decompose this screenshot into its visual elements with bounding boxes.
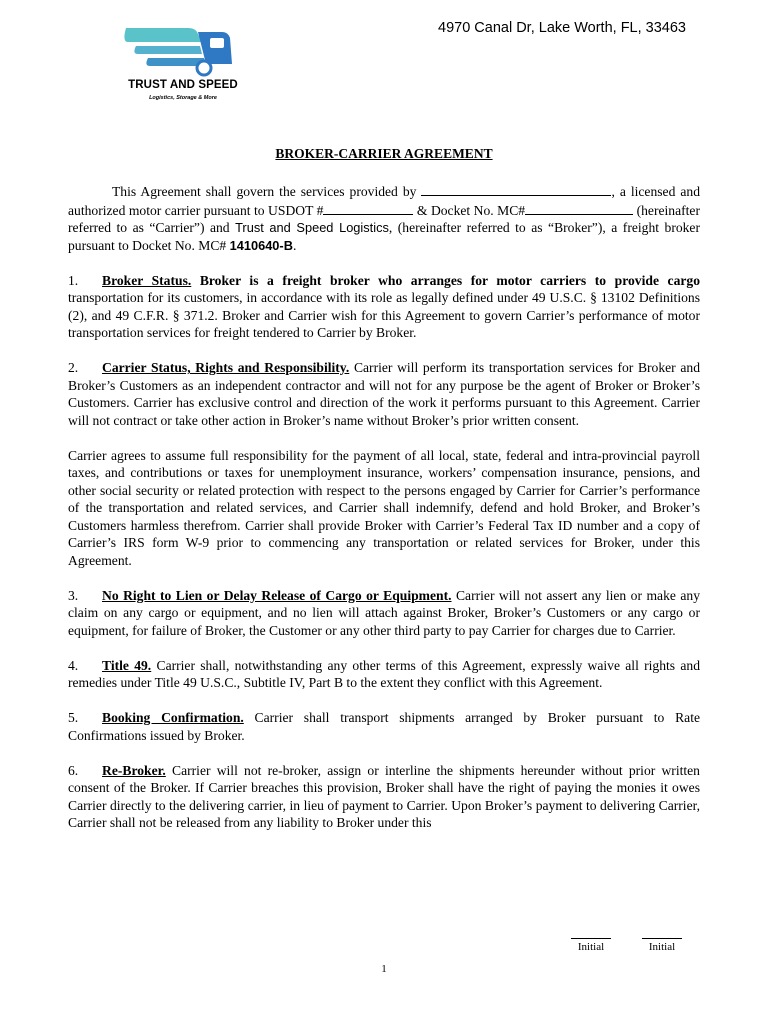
company-address: 4970 Canal Dr, Lake Worth, FL, 33463 <box>438 20 686 36</box>
mc-number-blank[interactable] <box>525 201 633 215</box>
initial-line <box>642 938 682 939</box>
intro-text-4: (hereinafter referred to as “Carrier”) and <box>68 202 700 235</box>
section-broker-status <box>68 272 700 342</box>
section-text: Carrier will perform its transportation services for Broker and Broker’s Customers as an independent contractor and will not for any purpose be the agent of Broker or Broker’s Customers. Carrier has exclusive control and direction of the work it performs pursuant to this Agreement. Carrier will not contract or take other action in Broker’s name without Broker’s prior written consent. <box>68 360 700 428</box>
intro-paragraph <box>68 182 700 254</box>
section-text: transportation for its customers, in accordance with its role as legally defined under 49 U.S.C. § 13102 Definitions (2), and 49 C.F.R. § 371.2. Broker and Carrier wish for this Agreement to govern Carrier’s performance of motor transportation services for freight tendered to Carrier by Broker. <box>68 290 700 340</box>
section-number: 6. <box>68 762 79 778</box>
section-text: Carrier will not assert any lien or make any claim on any cargo or equipment, and no lien will attach against Broker, Broker’s Customers or any cargo or equipment, for failure of Broker, the Customer or any other third party to pay Carrier for charges due to Carrier. <box>68 587 700 638</box>
section-title-49 <box>68 657 700 692</box>
truck-logo-icon <box>118 18 248 78</box>
section-bold-text: Broker is a freight broker who arranges for motor carriers to provide cargo <box>199 272 700 288</box>
initial-line <box>571 938 611 939</box>
agreement-body <box>68 182 700 849</box>
section-number: 3. <box>68 587 79 603</box>
intro-text-3: & Docket No. MC# <box>416 202 526 218</box>
section-no-lien <box>68 587 700 640</box>
broker-mc-number: 1410640-B <box>229 237 293 253</box>
document-title: BROKER-CARRIER AGREEMENT <box>275 146 493 161</box>
initial-field-2[interactable] <box>642 938 682 953</box>
section-number: 5. <box>68 710 79 725</box>
section-carrier-status <box>68 359 700 429</box>
section-number: 4. <box>68 657 79 673</box>
section-number: 1. <box>68 272 79 288</box>
intro-text-5: , (hereinafter referred to as “Broker”), a freight broker pursuant to Docket No. MC# <box>68 220 700 253</box>
section-heading: Booking Confirmation. <box>102 710 244 725</box>
usdot-blank[interactable] <box>323 201 413 215</box>
section-heading: Title 49. <box>102 657 152 673</box>
logo-tagline: Logistics, Storage & More <box>149 95 217 101</box>
section-text: Carrier will not re-broker, assign or interline the shipments hereunder without prior written consent of the Broker. If Carrier breaches this provision, Broker shall have the right of paying the monies it owes Carrier directly to the delivering carrier, in lieu of payment to Carrier. Upon Broker’s payment to delivering Carrier, Carrier shall not be released from any liability to Broker under this <box>68 762 700 830</box>
intro-text-2: , a licensed and authorized motor carrier pursuant to USDOT # <box>68 184 700 218</box>
section-heading: Re-Broker. <box>102 762 166 778</box>
section-text: Carrier agrees to assume full responsibility for the payment of all local, state, federal and intra-provincial payroll taxes, and contributions or taxes for unemployment insurance, workers’ compensation insurance, pensions, and other social security or related protection with respect to the persons engaged by Carrier for Carrier’s performance of the transportation and related services, and Carrier shall indemnify, defend and hold Broker, and Broker’s Customers harmless therefrom. Carrier shall provide Broker with Carrier’s Federal Tax ID number and a copy of Carrier’s IRS form W-9 prior to commencing any transportation or related services for Broker, under this Agreement. <box>68 447 700 568</box>
initial-field-1[interactable] <box>570 938 612 953</box>
section-re-broker <box>68 762 700 832</box>
section-heading: Carrier Status, Rights and Responsibility. <box>102 360 350 375</box>
page-number: 1 <box>381 963 387 975</box>
carrier-name-blank[interactable] <box>421 182 611 196</box>
section-number: 2. <box>68 360 79 375</box>
section-text: Carrier shall transport shipments arranged by Broker pursuant to Rate Confirmations issued by Broker. <box>68 710 701 743</box>
section-text: Carrier shall, notwithstanding any other terms of this Agreement, expressly waive all rights and remedies under Title 49 U.S.C., Subtitle IV, Part B to the extent they conflict with this Agreement. <box>68 657 701 690</box>
section-carrier-taxes <box>68 447 700 570</box>
section-heading: Broker Status. <box>102 272 192 288</box>
logo-name: TRUST AND SPEED <box>128 79 238 91</box>
initial-label: Initial <box>648 941 676 953</box>
section-heading: No Right to Lien or Delay Release of Cargo or Equipment. <box>102 587 452 603</box>
intro-text-6: . <box>292 237 297 253</box>
section-booking-confirmation <box>68 709 700 744</box>
intro-text-1: This Agreement shall govern the services provided by <box>112 184 417 199</box>
initial-label: Initial <box>577 941 605 953</box>
broker-company-name: Trust and Speed Logistics <box>235 220 389 235</box>
company-logo <box>118 18 248 108</box>
